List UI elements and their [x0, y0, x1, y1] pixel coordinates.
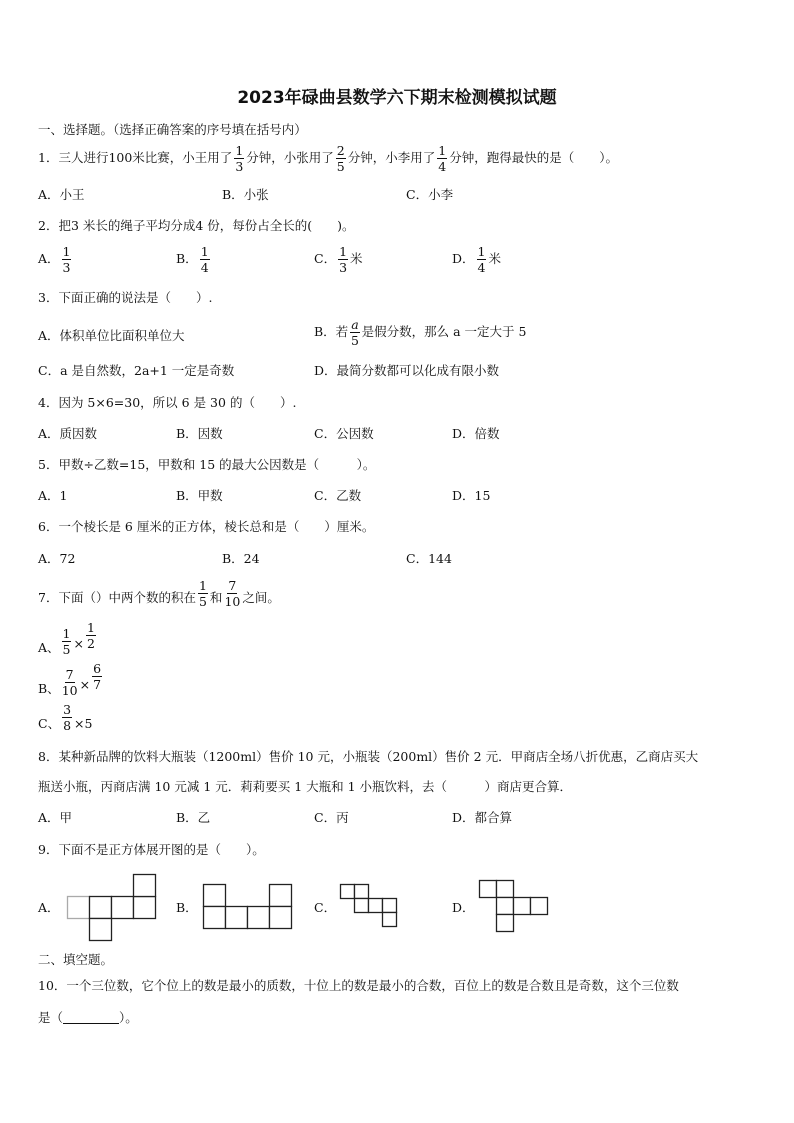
option-c[interactable]: C．丙	[314, 810, 349, 825]
fraction	[338, 245, 348, 274]
option-d[interactable]: D．倍数	[452, 426, 500, 441]
fraction	[92, 662, 102, 691]
cube-net-figure-a	[66, 872, 160, 944]
denominator: 5	[198, 594, 207, 610]
option-b[interactable]: B．甲数	[176, 488, 223, 503]
option-label: A．	[38, 251, 60, 267]
numerator: 7	[228, 578, 237, 593]
question-5: 5．甲数÷乙数=15，甲数和 15 的最大公因数是（ ）。	[38, 457, 376, 472]
section-heading-choice: 一、选择题。（选择正确答案的序号填在括号内）	[38, 122, 307, 137]
fraction	[200, 245, 210, 274]
option-c[interactable]	[314, 245, 363, 274]
denominator: 4	[200, 260, 209, 276]
question-10-line-1: 10．一个三位数，它个位上的数是最小的质数，十位上的数是最小的合数，百位上的数是合数且是奇数，这个三位数	[38, 978, 679, 993]
question-3: 3．下面正确的说法是（ ）.	[38, 290, 213, 305]
option-b[interactable]: B．24	[222, 551, 260, 566]
option-a[interactable]: A．72	[38, 551, 76, 566]
fraction	[437, 144, 447, 173]
cube-net-figure-c	[339, 883, 401, 933]
option-b[interactable]: B．因数	[176, 426, 223, 441]
option-a[interactable]: A．	[38, 900, 60, 915]
numerator: 1	[339, 244, 348, 259]
option-a[interactable]	[38, 245, 73, 274]
question-9: 9．下面不是正方体展开图的是（ ）。	[38, 842, 265, 857]
unit: 米	[350, 251, 363, 267]
answer-blank[interactable]	[63, 1011, 119, 1024]
q1-text-prefix: 1．三人进行100米比赛，小王用了	[38, 150, 233, 166]
option-label: B、	[38, 680, 60, 696]
denominator: 5	[62, 642, 71, 658]
denominator: 7	[93, 677, 102, 693]
option-text: 是假分数，那么 a 一定大于 5	[361, 324, 527, 340]
q1-text-mid1: 分钟，小张用了	[246, 150, 334, 166]
operator: ×	[79, 676, 91, 692]
option-label: C、	[38, 715, 61, 731]
option-b[interactable]	[176, 245, 212, 274]
cube-net-figure-b	[201, 882, 295, 934]
denominator: 3	[235, 159, 244, 175]
q1-text-mid2: 分钟，小李用了	[347, 150, 436, 166]
denominator: 4	[438, 159, 447, 175]
option-b[interactable]	[314, 318, 526, 347]
denominator: 10	[224, 594, 241, 610]
numerator: 6	[93, 661, 102, 676]
q7-text-suffix: 之间。	[242, 589, 280, 605]
option-c[interactable]	[38, 703, 92, 732]
option-c[interactable]: C．公因数	[314, 426, 374, 441]
denominator: 5	[336, 159, 345, 175]
numerator: 1	[477, 244, 486, 259]
operator: ×5	[74, 715, 93, 731]
denominator: 3	[339, 260, 348, 276]
question-8-line-1: 8．某种新品牌的饮料大瓶装（1200ml）售价 10 元，小瓶装（200ml）售价 2 元．甲商店全场八折优惠，乙商店买大	[38, 749, 699, 764]
fraction	[62, 245, 72, 274]
option-label: B．	[176, 251, 198, 267]
numerator: 1	[200, 244, 209, 259]
numerator: 1	[438, 143, 447, 158]
denominator: 2	[86, 636, 95, 652]
numerator: 1	[235, 143, 244, 158]
option-c[interactable]: C．乙数	[314, 488, 362, 503]
option-d[interactable]: D．最简分数都可以化成有限小数	[314, 363, 500, 378]
q7-text-mid: 和	[209, 589, 223, 605]
option-d[interactable]: D．15	[452, 488, 491, 503]
option-b[interactable]: B．	[176, 900, 198, 915]
question-6: 6．一个棱长是 6 厘米的正方体，棱长总和是（ ）厘米。	[38, 519, 375, 534]
numerator: a	[351, 317, 359, 332]
option-c[interactable]: C．a 是自然数，2a+1 一定是奇数	[38, 363, 235, 378]
option-b[interactable]: B．乙	[176, 810, 211, 825]
cube-net-figure-d	[478, 879, 554, 939]
question-8-line-2: 瓶送小瓶，丙商店满 10 元减 1 元．莉莉要买 1 大瓶和 1 小瓶饮料，去（ ）商店更合算．	[38, 779, 573, 794]
option-b[interactable]	[38, 662, 104, 697]
q10-text-prefix: 是（	[38, 1009, 64, 1025]
fraction	[198, 579, 208, 608]
fraction	[86, 621, 96, 650]
fraction	[234, 144, 244, 173]
numerator: 3	[63, 702, 72, 717]
option-a[interactable]	[38, 621, 98, 656]
denominator: 4	[477, 260, 486, 276]
question-2: 2．把3 米长的绳子平均分成4 份，每份占全长的( )。	[38, 218, 355, 233]
option-label: A、	[38, 639, 60, 655]
option-a[interactable]: A．小王	[38, 187, 85, 202]
denominator: 10	[61, 683, 78, 699]
option-a[interactable]: A．甲	[38, 810, 73, 825]
fraction	[62, 668, 78, 697]
numerator: 2	[336, 143, 345, 158]
q1-text-suffix: 分钟，跑得最快的是（ ）。	[449, 150, 618, 166]
option-a[interactable]: A．体积单位比面积单位大	[38, 328, 185, 343]
numerator: 1	[62, 244, 71, 259]
denominator: 3	[62, 260, 71, 276]
option-a[interactable]: A．质因数	[38, 426, 98, 441]
question-1	[38, 144, 618, 173]
fraction	[350, 318, 359, 347]
numerator: 1	[86, 620, 95, 635]
fraction	[477, 245, 487, 274]
denominator: 5	[350, 333, 359, 349]
unit: 米	[488, 251, 501, 267]
option-label: D．	[452, 251, 475, 267]
fraction	[62, 703, 72, 732]
option-d[interactable]: D．	[452, 900, 475, 915]
numerator: 1	[62, 626, 71, 641]
q10-text-suffix: ）。	[119, 1009, 138, 1025]
question-7	[38, 579, 280, 608]
question-4: 4．因为 5×6=30，所以 6 是 30 的（ ）.	[38, 395, 297, 410]
section-heading-fill: 二、填空题。	[38, 952, 114, 967]
numerator: 1	[198, 578, 207, 593]
fraction	[62, 627, 72, 656]
option-c[interactable]: C．	[314, 900, 337, 915]
fraction	[224, 579, 240, 608]
option-c[interactable]: C．小李	[406, 187, 454, 202]
option-d[interactable]: D．都合算	[452, 810, 513, 825]
q7-text-prefix: 7．下面（）中两个数的积在	[38, 589, 196, 605]
page-title: 2023年碌曲县数学六下期末检测模拟试题	[237, 88, 557, 108]
fraction	[336, 144, 346, 173]
option-a[interactable]: A．1	[38, 488, 68, 503]
operator: ×	[73, 635, 84, 651]
option-c[interactable]: C．144	[406, 551, 452, 566]
numerator: 7	[65, 667, 74, 682]
denominator: 8	[63, 718, 72, 734]
option-label: C．	[314, 251, 337, 267]
question-10-line-2	[38, 1011, 138, 1024]
option-d[interactable]	[452, 245, 501, 274]
option-label: B．若	[314, 324, 349, 340]
option-b[interactable]: B．小张	[222, 187, 269, 202]
